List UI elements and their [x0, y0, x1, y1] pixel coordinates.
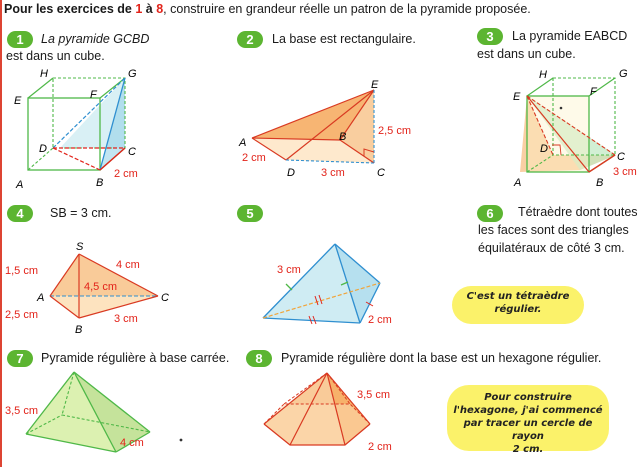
f7-base: 4 cm: [120, 437, 144, 449]
f3-label-F: F: [590, 86, 597, 98]
ex2-line1: La base est rectangulaire.: [272, 32, 416, 46]
f1-length: 2 cm: [114, 168, 138, 180]
f2-label-B: B: [339, 131, 347, 143]
f7-height: 3,5 cm: [5, 405, 39, 417]
exercise-badge-2: 2: [237, 31, 263, 48]
exercise-badge-4: 4: [7, 205, 33, 222]
f3-label-C: C: [617, 151, 625, 163]
ex6-line2: les faces sont des triangles: [478, 223, 629, 237]
f3-label-G: G: [619, 68, 628, 80]
ex6-line3: équilatéraux de côté 3 cm.: [478, 241, 625, 255]
f4-label-B: B: [75, 324, 83, 336]
header-suffix: , construire en grandeur réelle un patron de la pyramide proposée.: [163, 2, 531, 16]
f8-base: 2 cm: [368, 441, 392, 453]
f3-length: 3 cm: [613, 166, 637, 178]
exercise-badge-1: 1: [7, 31, 33, 48]
exercise-badge-8: 8: [246, 350, 272, 367]
header-mid: à: [145, 2, 153, 16]
f3-label-A: A: [514, 177, 522, 189]
ex6-line1: Tétraèdre dont toutes: [518, 205, 638, 219]
ex4-line1: SB = 3 cm.: [50, 206, 112, 220]
f1-label-B: B: [96, 177, 104, 189]
f4-sa: 1,5 cm: [5, 265, 39, 277]
ex7-line1: Pyramide régulière à base carrée.: [41, 351, 230, 365]
tetrahedron-bubble: C'est un tétraèdre régulier.: [452, 286, 584, 324]
f4-bc: 3 cm: [114, 313, 138, 325]
header-prefix: Pour les exercices de: [4, 2, 132, 16]
figure-7-square-pyramid: [5, 372, 150, 452]
f2-label-A: A: [239, 137, 247, 149]
exercise-badge-5: 5: [237, 205, 263, 222]
ex3-line2: est dans un cube.: [477, 47, 576, 61]
hexagon-bubble: Pour construire l'hexagone, j'ai commencé par tracer un cercle de rayon 2 cm.: [447, 385, 609, 451]
f1-label-D: D: [39, 143, 47, 155]
f2-label-D: D: [287, 167, 295, 179]
header-to: 8: [156, 2, 164, 16]
ex3-line1: La pyramide EABCD: [512, 29, 628, 43]
exercise-badge-6: 6: [477, 205, 503, 222]
f4-label-A: A: [37, 292, 45, 304]
f3-label-E: E: [513, 91, 521, 103]
f5-len1: 3 cm: [277, 264, 301, 276]
f2-height: 2,5 cm: [378, 125, 412, 137]
f4-ac: 4,5 cm: [84, 281, 118, 293]
ex1-line1: La pyramide GCBD: [41, 32, 150, 46]
exercise-badge-3: 3: [477, 28, 503, 45]
figure-4-tetrahedron: [5, 241, 169, 336]
figure-5-tetrahedron: [263, 244, 392, 326]
ex8-line1: Pyramide régulière dont la base est un hexagone régulier.: [281, 351, 602, 365]
f1-label-A: A: [16, 179, 24, 191]
exercise-badge-7: 7: [7, 350, 33, 367]
f3-label-B: B: [596, 177, 604, 189]
stray-dot: [180, 439, 183, 442]
f1-label-E: E: [14, 95, 22, 107]
f4-label-C: C: [161, 292, 169, 304]
f5-len2: 2 cm: [368, 314, 392, 326]
figure-3-cube: [513, 68, 637, 189]
f4-label-S: S: [76, 241, 84, 253]
f1-label-G: G: [128, 68, 137, 80]
f2-label-E: E: [371, 79, 379, 91]
f4-ab: 2,5 cm: [5, 309, 39, 321]
f8-height: 3,5 cm: [357, 389, 391, 401]
ex1-line2: est dans un cube.: [6, 49, 105, 63]
figure-8-hexagonal-pyramid: [264, 373, 392, 453]
f2-length: 3 cm: [321, 167, 345, 179]
f1-label-C: C: [128, 146, 136, 158]
f1-label-F: F: [90, 89, 97, 101]
header-from: 1: [135, 2, 143, 16]
figure-2-pyramid: [238, 79, 411, 179]
f2-label-C: C: [377, 167, 385, 179]
f3-label-H: H: [539, 69, 547, 81]
f1-label-H: H: [40, 68, 48, 80]
f3-label-D: D: [540, 143, 548, 155]
f4-sc: 4 cm: [116, 259, 140, 271]
f2-width: 2 cm: [242, 152, 266, 164]
figure-1-cube: [14, 68, 138, 191]
